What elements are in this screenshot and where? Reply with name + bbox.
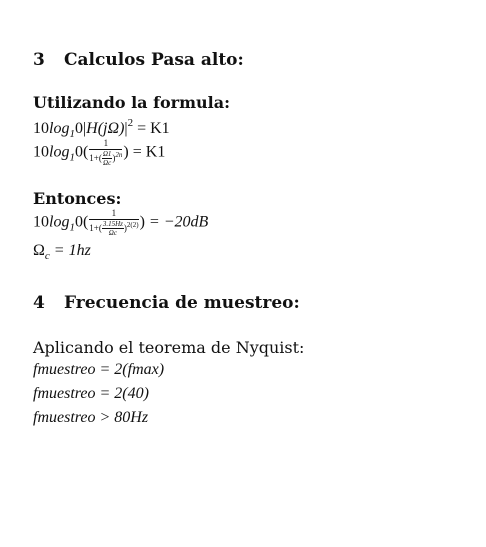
eq2-den-pow: 2n bbox=[115, 151, 123, 160]
eq2-inner-num: Ω1 bbox=[102, 150, 112, 158]
eq4-lhs: Ω bbox=[33, 242, 45, 259]
eq3-close: ) bbox=[139, 213, 145, 231]
equation-1 bbox=[33, 117, 170, 140]
eq2-log: log bbox=[49, 143, 70, 161]
section-3-heading bbox=[33, 50, 244, 70]
eq4-rhs: = 1hz bbox=[49, 242, 91, 259]
section-4-heading bbox=[33, 293, 300, 313]
eq3-rhs: = −20dB bbox=[144, 213, 209, 231]
equation-3 bbox=[33, 209, 208, 237]
eq2-frac-numerator: 1 bbox=[89, 139, 122, 150]
eq2-rhs: = K1 bbox=[128, 143, 166, 161]
nyquist-intro: Aplicando el teorema de Nyquist: bbox=[33, 338, 305, 357]
eq4-lhs-sub: c bbox=[44, 250, 50, 262]
eq2-den-pre: 1+( bbox=[89, 153, 102, 164]
equation-7: fmuestreo > 80Hz bbox=[33, 409, 149, 426]
eq1-power: 2 bbox=[127, 117, 134, 129]
eq2-inner-fraction bbox=[102, 150, 116, 167]
equation-4 bbox=[33, 242, 91, 262]
eq3-inner-den: Ωc bbox=[108, 229, 117, 237]
eq2-fraction bbox=[89, 139, 122, 167]
section-4-number: 4 bbox=[33, 293, 45, 313]
eq3-den-pow: 2(2) bbox=[126, 221, 139, 230]
eq2-log-sub: 1 bbox=[69, 151, 75, 164]
eq3-after-log: 0( bbox=[74, 213, 89, 231]
eq3-log: log bbox=[49, 213, 70, 231]
eq2-inner-den: Ωc bbox=[103, 159, 112, 167]
eq1-prefix: 10 bbox=[33, 120, 49, 137]
eq2-den-post: ) bbox=[112, 153, 116, 164]
eq2-frac-denominator bbox=[89, 150, 122, 167]
eq3-log-sub: 1 bbox=[69, 221, 75, 234]
formula-heading: Utilizando la formula: bbox=[33, 93, 231, 112]
eq3-den-post: ) bbox=[123, 223, 127, 234]
eq1-log-sub: 1 bbox=[69, 128, 75, 140]
eq2-close: ) bbox=[123, 143, 129, 161]
entonces-heading: Entonces: bbox=[33, 189, 122, 208]
eq2-after-log: 0( bbox=[74, 143, 89, 161]
eq3-inner-num: 3.15Hz bbox=[102, 220, 123, 228]
eq2-prefix: 10 bbox=[33, 143, 49, 161]
eq1-close: | bbox=[124, 120, 128, 137]
eq3-fraction bbox=[89, 209, 138, 237]
eq1-log: log bbox=[49, 120, 70, 137]
eq1-h: H bbox=[86, 120, 98, 137]
eq1-arg: (jΩ) bbox=[97, 120, 125, 137]
eq3-frac-denominator bbox=[89, 220, 138, 237]
eq3-prefix: 10 bbox=[33, 213, 49, 231]
eq3-inner-fraction bbox=[102, 221, 124, 237]
section-3-number: 3 bbox=[33, 50, 45, 70]
equation-5: fmuestreo = 2(fmax) bbox=[33, 361, 165, 378]
eq1-after-log: 0| bbox=[74, 120, 87, 137]
eq3-frac-numerator: 1 bbox=[89, 209, 138, 220]
section-3-title: Calculos Pasa alto: bbox=[64, 50, 244, 70]
eq3-den-pre: 1+( bbox=[89, 223, 102, 234]
equation-6: fmuestreo = 2(40) bbox=[33, 385, 149, 402]
section-4-title: Frecuencia de muestreo: bbox=[64, 293, 300, 313]
eq1-rhs: = K1 bbox=[133, 120, 170, 137]
equation-2 bbox=[33, 139, 165, 167]
